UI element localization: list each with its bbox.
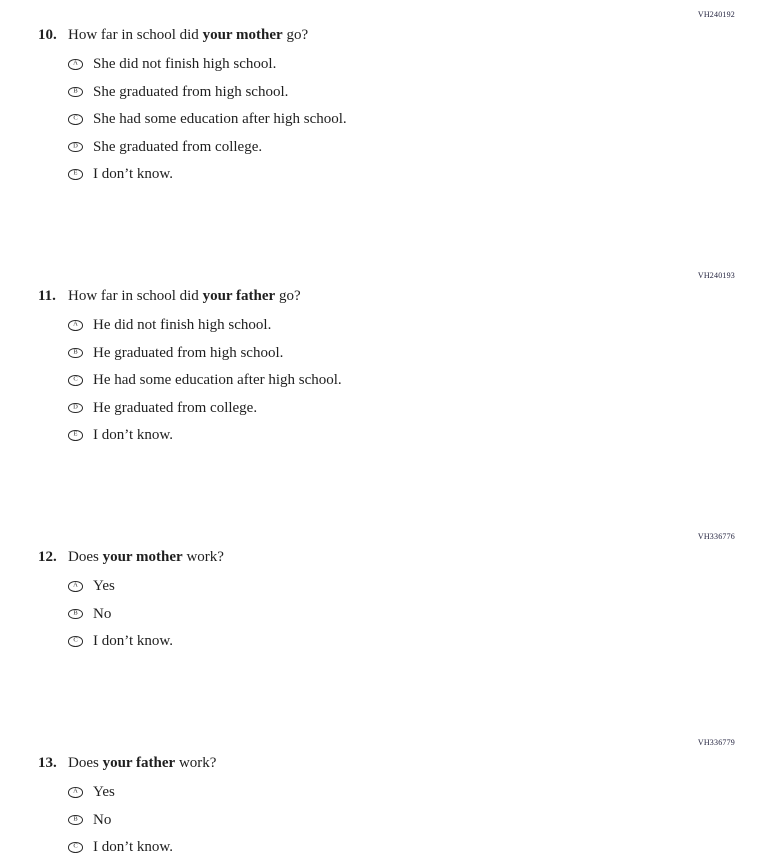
- answer-options: [68, 784, 735, 856]
- answer-option-label: He had some education after high school.: [93, 372, 342, 388]
- answer-option-label: I don’t know.: [93, 839, 173, 855]
- question-bold-phrase: your mother: [102, 549, 183, 565]
- question-line: [38, 27, 735, 44]
- question-block-10: [38, 10, 735, 183]
- answer-letter: E: [73, 169, 78, 177]
- question-line: [38, 288, 735, 305]
- answer-letter: C: [73, 375, 78, 383]
- answer-letter: D: [73, 142, 78, 150]
- answer-letter: A: [73, 581, 78, 589]
- answer-option-label: She graduated from high school.: [93, 83, 289, 100]
- question-number: 10.: [38, 27, 57, 43]
- question-bold-phrase: your father: [102, 755, 176, 771]
- answer-option-b[interactable]: [68, 345, 735, 362]
- answer-bubble-icon[interactable]: [68, 142, 83, 153]
- answer-option-b[interactable]: [68, 84, 735, 101]
- question-text-prefix: How far in school did: [68, 288, 203, 304]
- question-code: VH240193: [697, 271, 735, 280]
- answer-letter: C: [73, 636, 78, 644]
- question-block-12: [38, 532, 735, 650]
- answer-letter: B: [73, 815, 78, 823]
- answer-bubble-icon[interactable]: [68, 815, 83, 826]
- answer-options: [68, 578, 735, 650]
- question-code: VH336779: [697, 738, 735, 747]
- answer-option-label: I don’t know.: [93, 633, 173, 649]
- answer-option-e[interactable]: [68, 427, 735, 444]
- answer-letter: A: [73, 320, 78, 328]
- question-text: [68, 27, 308, 44]
- answer-bubble-icon[interactable]: [68, 348, 83, 359]
- question-text-suffix: go?: [282, 27, 309, 43]
- answer-letter: A: [73, 787, 78, 795]
- answer-option-a[interactable]: [68, 578, 735, 595]
- question-text-suffix: work?: [175, 755, 217, 771]
- question-block-11: [38, 271, 735, 444]
- question-text-suffix: work?: [182, 549, 224, 565]
- answer-letter: B: [73, 87, 78, 95]
- answer-option-a[interactable]: [68, 56, 735, 73]
- question-bold-phrase: your father: [202, 288, 276, 304]
- question-text: [68, 288, 301, 305]
- answer-bubble-icon[interactable]: [68, 169, 83, 180]
- answer-option-c[interactable]: [68, 372, 735, 389]
- answer-option-label: No: [93, 605, 112, 622]
- answer-options: [68, 56, 735, 183]
- answer-options: [68, 317, 735, 444]
- answer-bubble-icon[interactable]: [68, 787, 83, 798]
- answer-letter: A: [73, 59, 78, 67]
- question-number: 11.: [38, 288, 56, 304]
- answer-option-a[interactable]: [68, 317, 735, 334]
- answer-bubble-icon[interactable]: [68, 403, 83, 414]
- answer-letter: E: [73, 430, 78, 438]
- question-text: [68, 755, 216, 772]
- answer-option-c[interactable]: [68, 839, 735, 856]
- question-bold-phrase: your mother: [202, 27, 283, 43]
- question-line: [38, 549, 735, 566]
- question-text-prefix: Does: [68, 755, 103, 771]
- answer-option-a[interactable]: [68, 784, 735, 801]
- answer-bubble-icon[interactable]: [68, 320, 83, 331]
- answer-option-d[interactable]: [68, 400, 735, 417]
- answer-option-label: She graduated from college.: [93, 138, 263, 155]
- answer-option-label: She had some education after high school.: [93, 111, 347, 127]
- answer-bubble-icon[interactable]: [68, 59, 83, 70]
- answer-bubble-icon[interactable]: [68, 581, 83, 592]
- answer-option-c[interactable]: [68, 111, 735, 128]
- answer-option-b[interactable]: [68, 812, 735, 829]
- answer-bubble-icon[interactable]: [68, 430, 83, 441]
- question-line: [38, 755, 735, 772]
- answer-bubble-icon[interactable]: [68, 636, 83, 647]
- answer-letter: D: [73, 403, 78, 411]
- answer-bubble-icon[interactable]: [68, 87, 83, 98]
- answer-option-e[interactable]: [68, 166, 735, 183]
- question-number: 12.: [38, 549, 57, 565]
- question-code: VH240192: [697, 10, 735, 19]
- answer-option-label: Yes: [93, 578, 115, 594]
- question-text-suffix: go?: [275, 288, 301, 304]
- answer-option-label: I don’t know.: [93, 166, 173, 182]
- answer-option-label: He graduated from high school.: [93, 344, 284, 361]
- question-code: VH336776: [697, 532, 735, 541]
- question-number: 13.: [38, 755, 57, 771]
- answer-option-label: I don’t know.: [93, 427, 173, 443]
- answer-option-label: He did not finish high school.: [93, 317, 272, 333]
- question-text-prefix: Does: [68, 549, 103, 565]
- question-text: [68, 549, 224, 566]
- answer-option-d[interactable]: [68, 139, 735, 156]
- answer-option-c[interactable]: [68, 633, 735, 650]
- answer-bubble-icon[interactable]: [68, 609, 83, 620]
- answer-bubble-icon[interactable]: [68, 375, 83, 386]
- answer-letter: C: [73, 114, 78, 122]
- answer-bubble-icon[interactable]: [68, 114, 83, 125]
- answer-option-label: Yes: [93, 784, 115, 800]
- answer-option-b[interactable]: [68, 606, 735, 623]
- answer-option-label: No: [93, 811, 112, 828]
- question-block-13: [38, 738, 735, 856]
- answer-letter: C: [73, 842, 78, 850]
- answer-letter: B: [73, 609, 78, 617]
- answer-option-label: She did not finish high school.: [93, 56, 277, 72]
- question-text-prefix: How far in school did: [68, 27, 203, 43]
- answer-letter: B: [73, 348, 78, 356]
- answer-bubble-icon[interactable]: [68, 842, 83, 853]
- answer-option-label: He graduated from college.: [93, 399, 258, 416]
